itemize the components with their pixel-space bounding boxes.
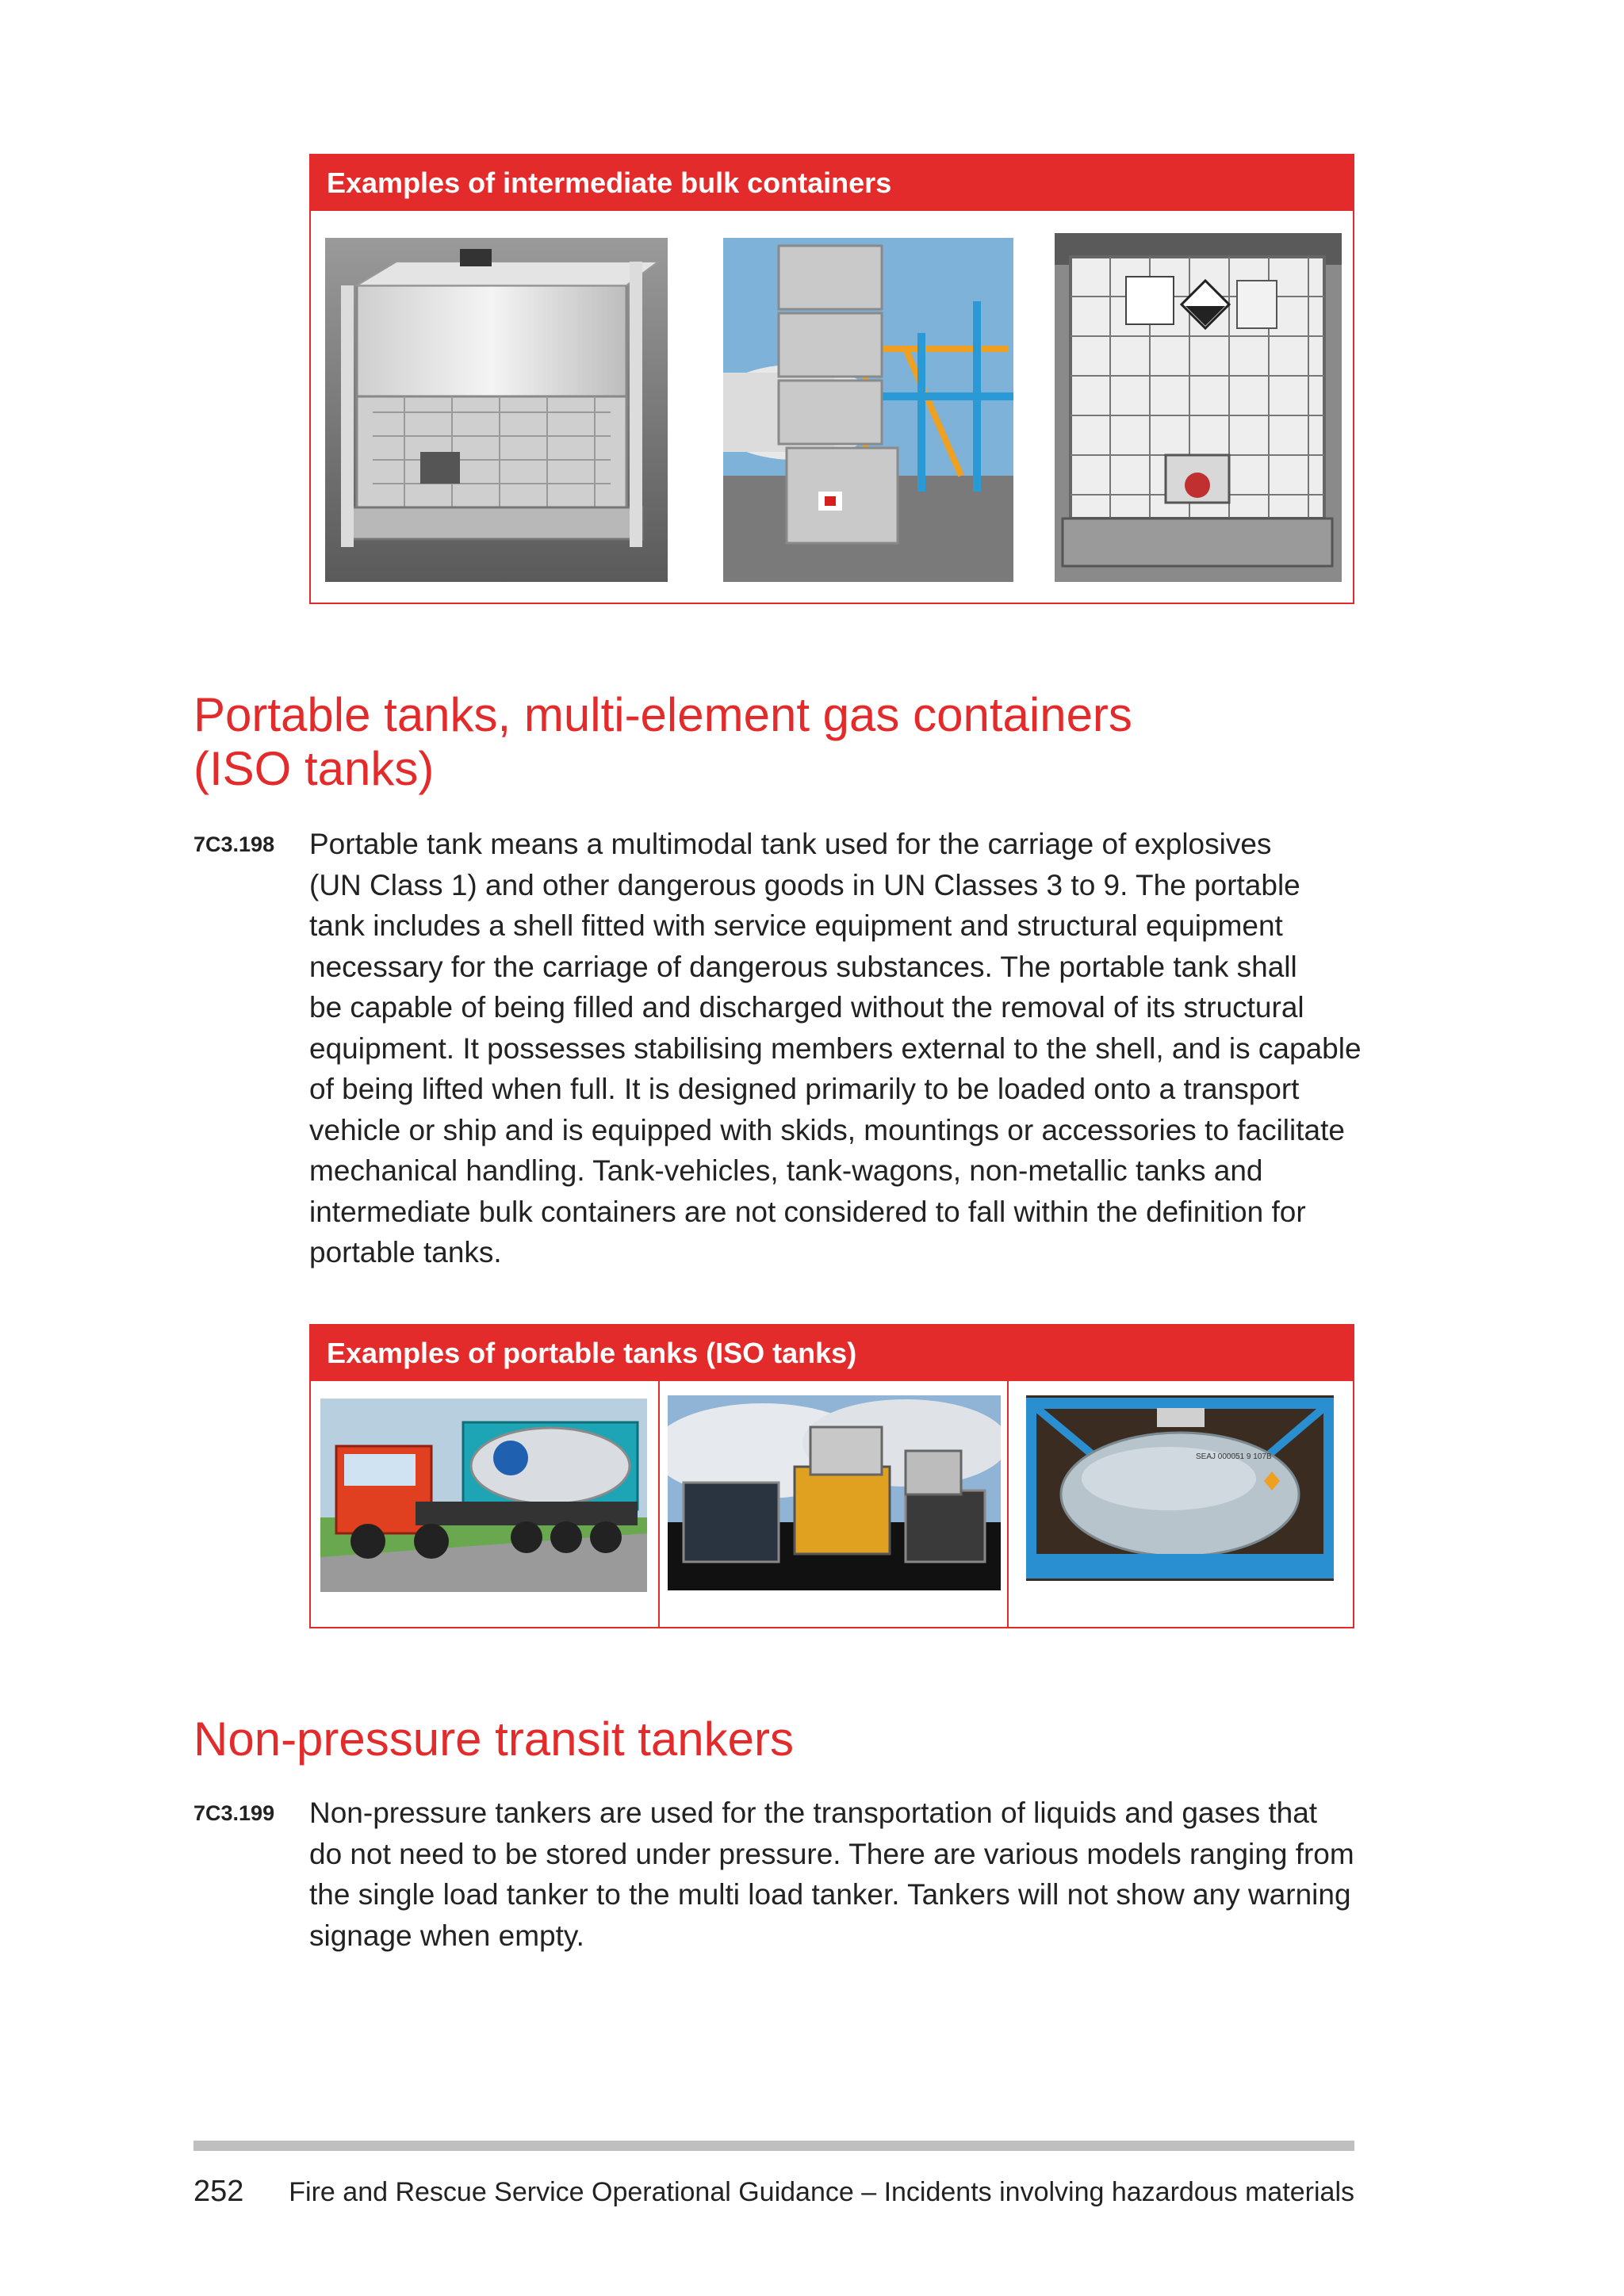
text-line: (UN Class 1) and other dangerous goods in UN Classes 3 to 9. The portable: [309, 868, 1300, 901]
text-line: of being lifted when full. It is designed primarily to be loaded onto a transport: [309, 1073, 1300, 1105]
ibc-photo-caged: [1055, 233, 1342, 582]
text-line: mechanical handling. Tank-vehicles, tank-wagons, non-metallic tanks and: [309, 1154, 1263, 1187]
paragraph-portable-tank: [309, 824, 1372, 1273]
ibc-box-title: Examples of intermediate bulk containers: [311, 155, 1353, 211]
tank-plate-text: SEAJ 000051 9 107B: [1196, 1452, 1272, 1461]
text-line: intermediate bulk containers are not considered to fall within the definition for: [309, 1195, 1306, 1228]
ibc-photo-stacked: [723, 238, 1013, 582]
text-line: necessary for the carriage of dangerous substances. The portable tank shall: [309, 950, 1297, 983]
text-line: Portable tank means a multimodal tank used for the carriage of explosives: [309, 828, 1272, 860]
paragraph-non-pressure-tankers: [309, 1793, 1372, 1956]
iso-box-title: Examples of portable tanks (ISO tanks): [311, 1326, 1353, 1381]
page-number: 252: [193, 2175, 244, 2208]
paragraph-number: 7C3.199: [193, 1801, 275, 1825]
text-line: portable tanks.: [309, 1236, 502, 1269]
section-heading-portable-tanks: [193, 688, 1132, 796]
footer-rule: [193, 2141, 1354, 2151]
iso-tank-truck-photo: [320, 1399, 647, 1592]
text-line: vehicle or ship and is equipped with skids, mountings or accessories to facilitate: [309, 1113, 1345, 1146]
text-line: tank includes a shell fitted with service equipment and structural equipment: [309, 909, 1283, 942]
heading-line-1: Portable tanks, multi-element gas containers: [193, 688, 1132, 741]
section-heading-non-pressure: Non-pressure transit tankers: [193, 1712, 794, 1766]
footer-document-title: Fire and Rescue Service Operational Guidance – Incidents involving hazardous materials: [289, 2177, 1354, 2207]
text-line: signage when empty.: [309, 1919, 584, 1952]
text-line: Non-pressure tankers are used for the transportation of liquids and gases that: [309, 1797, 1318, 1829]
text-line: equipment. It possesses stabilising members external to the shell, and is capable: [309, 1031, 1362, 1065]
column-divider: [658, 1381, 660, 1628]
text-line: be capable of being filled and discharged without the removal of its structural: [309, 991, 1304, 1024]
text-line: the single load tanker to the multi load tanker. Tankers will not show any warning: [309, 1878, 1351, 1911]
ibc-examples-box: [309, 154, 1354, 604]
column-divider: [1007, 1381, 1009, 1628]
iso-tanks-yard-photo: [668, 1395, 1001, 1590]
paragraph-number: 7C3.198: [193, 832, 275, 856]
iso-tanks-examples-box: [309, 1324, 1354, 1628]
ibc-photo-stainless: [325, 238, 668, 582]
iso-tank-frame-photo: [1026, 1395, 1334, 1581]
heading-line-2: (ISO tanks): [193, 742, 435, 795]
text-line: do not need to be stored under pressure. There are various models ranging from: [309, 1837, 1354, 1870]
